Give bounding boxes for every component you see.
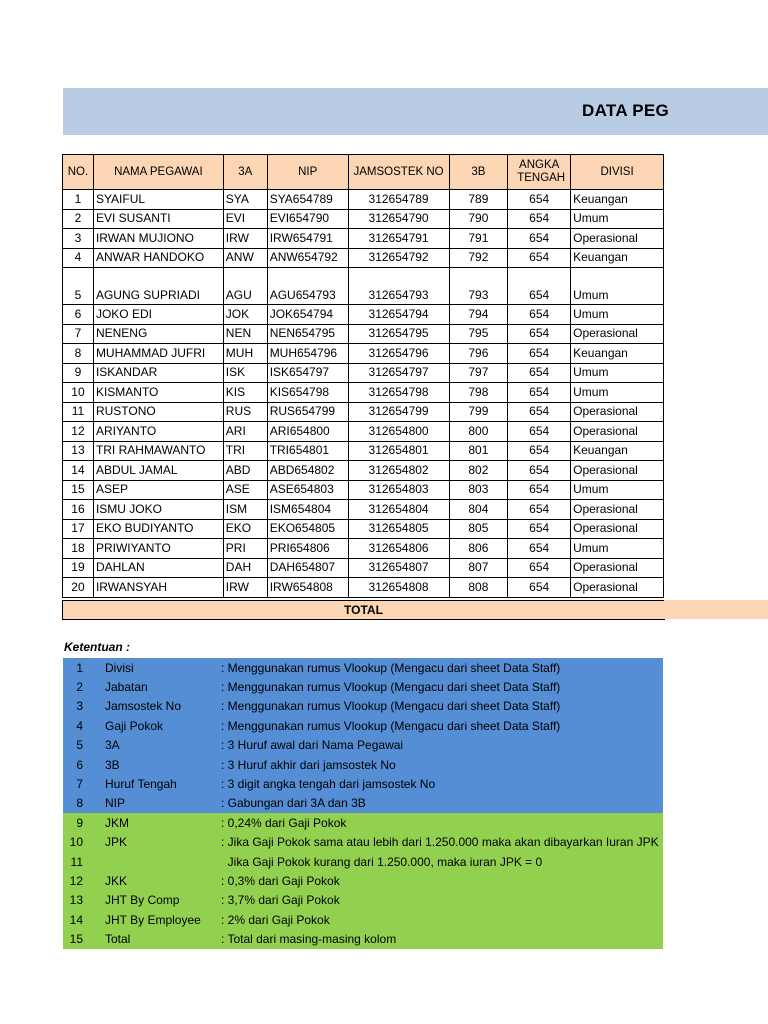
cell-no: 17 [63,519,94,539]
ketentuan-no: 4 [63,716,93,735]
ketentuan-item: JKM [93,813,221,832]
cell-angka: 654 [508,461,571,481]
cell-nama: ANWAR HANDOKO [93,248,223,268]
table-row [63,229,664,249]
table-row [63,422,664,442]
cell-nama: NENENG [93,324,223,344]
cell-no: 15 [63,480,94,500]
cell-a3: MUH [223,344,267,364]
data-table-wrap [62,154,664,598]
ketentuan-no: 2 [63,677,93,696]
cell-nip: EKO654805 [267,519,348,539]
ketentuan-table [63,658,663,949]
employee-table [62,154,664,598]
cell-a3: KIS [223,383,267,403]
ketentuan-desc: Jika Gaji Pokok kurang dari 1.250.000, maka iuran JPK = 0 [221,852,663,871]
cell-a3: RUS [223,402,267,422]
cell-nama: SYAIFUL [93,190,223,210]
ketentuan-no: 3 [63,697,93,716]
cell-divisi: Keuangan [571,248,664,268]
ketentuan-item: JHT By Employee [93,910,221,929]
cell-a3: IRW [223,229,267,249]
cell-nip: ABD654802 [267,461,348,481]
table-header-row [63,155,664,190]
cell-divisi: Umum [571,268,664,305]
cell-jam: 312654801 [348,441,449,461]
cell-nama: MUHAMMAD JUFRI [93,344,223,364]
table-row [63,305,664,325]
cell-nama: ASEP [93,480,223,500]
cell-nip: PRI654806 [267,539,348,559]
cell-no: 18 [63,539,94,559]
ketentuan-row [63,852,663,871]
cell-b3: 805 [449,519,508,539]
cell-jam: 312654797 [348,363,449,383]
ketentuan-item: 3A [93,736,221,755]
ketentuan-no: 13 [63,891,93,910]
cell-nip: KIS654798 [267,383,348,403]
cell-a3: NEN [223,324,267,344]
cell-a3: ABD [223,461,267,481]
cell-b3: 790 [449,209,508,229]
table-row [63,248,664,268]
cell-a3: ARI [223,422,267,442]
cell-jam: 312654789 [348,190,449,210]
ketentuan-desc: : 0,3% dari Gaji Pokok [221,871,663,890]
ketentuan-row [63,813,663,832]
ketentuan-row [63,736,663,755]
cell-b3: 804 [449,500,508,520]
cell-divisi: Umum [571,305,664,325]
ketentuan-row [63,871,663,890]
cell-no: 8 [63,344,94,364]
header-3b: 3B [449,155,508,190]
cell-no: 20 [63,578,94,598]
cell-divisi: Operasional [571,324,664,344]
cell-b3: 798 [449,383,508,403]
cell-jam: 312654790 [348,209,449,229]
ketentuan-desc: : Menggunakan rumus Vlookup (Mengacu dari sheet Data Staff) [221,716,663,735]
cell-nip: ARI654800 [267,422,348,442]
cell-jam: 312654799 [348,402,449,422]
ketentuan-row [63,716,663,735]
cell-jam: 312654802 [348,461,449,481]
cell-divisi: Operasional [571,558,664,578]
ketentuan-item: Jamsostek No [93,697,221,716]
cell-nama: DAHLAN [93,558,223,578]
cell-angka: 654 [508,209,571,229]
ketentuan-row [63,910,663,929]
cell-b3: 796 [449,344,508,364]
cell-divisi: Operasional [571,500,664,520]
cell-a3: JOK [223,305,267,325]
cell-nama: PRIWIYANTO [93,539,223,559]
ketentuan-label: Ketentuan : [64,640,130,654]
ketentuan-item: JPK [93,833,221,852]
cell-no: 6 [63,305,94,325]
ketentuan-row [63,929,663,948]
header-divisi: DIVISI [571,155,664,190]
ketentuan-desc: : Menggunakan rumus Vlookup (Mengacu dari sheet Data Staff) [221,658,663,677]
table-row [63,209,664,229]
cell-jam: 312654794 [348,305,449,325]
cell-angka: 654 [508,422,571,442]
cell-no: 19 [63,558,94,578]
cell-b3: 802 [449,461,508,481]
total-extension [664,600,768,619]
ketentuan-item: NIP [93,794,221,813]
ketentuan-no: 15 [63,929,93,948]
cell-no: 12 [63,422,94,442]
cell-a3: PRI [223,539,267,559]
cell-divisi: Operasional [571,229,664,249]
table-row [63,519,664,539]
cell-angka: 654 [508,305,571,325]
cell-angka: 654 [508,229,571,249]
header-jamsostek: JAMSOSTEK NO [348,155,449,190]
cell-jam: 312654805 [348,519,449,539]
cell-no: 9 [63,363,94,383]
cell-angka: 654 [508,324,571,344]
ketentuan-desc: : Menggunakan rumus Vlookup (Mengacu dari sheet Data Staff) [221,697,663,716]
ketentuan-item [93,852,221,871]
table-row [63,190,664,210]
cell-jam: 312654804 [348,500,449,520]
cell-no: 5 [63,268,94,305]
cell-angka: 654 [508,268,571,305]
table-row [63,324,664,344]
ketentuan-no: 6 [63,755,93,774]
ketentuan-row [63,658,663,677]
cell-a3: DAH [223,558,267,578]
header-nama: NAMA PEGAWAI [93,155,223,190]
cell-nama: ABDUL JAMAL [93,461,223,481]
ketentuan-row [63,774,663,793]
ketentuan-row [63,755,663,774]
table-row [63,480,664,500]
ketentuan-desc: : Gabungan dari 3A dan 3B [221,794,663,813]
cell-divisi: Umum [571,209,664,229]
cell-nip: MUH654796 [267,344,348,364]
ketentuan-desc: : 3 digit angka tengah dari jamsostek No [221,774,663,793]
ketentuan-no: 9 [63,813,93,832]
table-row [63,344,664,364]
cell-nama: JOKO EDI [93,305,223,325]
cell-nama: KISMANTO [93,383,223,403]
ketentuan-desc: : 3,7% dari Gaji Pokok [221,891,663,910]
cell-nip: IRW654791 [267,229,348,249]
cell-nip: ANW654792 [267,248,348,268]
cell-b3: 797 [449,363,508,383]
cell-angka: 654 [508,248,571,268]
cell-a3: SYA [223,190,267,210]
ketentuan-row [63,891,663,910]
cell-no: 7 [63,324,94,344]
cell-divisi: Keuangan [571,344,664,364]
header-no: NO. [63,155,94,190]
ketentuan-desc: : 3 Huruf awal dari Nama Pegawai [221,736,663,755]
cell-angka: 654 [508,578,571,598]
cell-divisi: Umum [571,363,664,383]
table-row [63,578,664,598]
cell-no: 1 [63,190,94,210]
cell-nama: IRWANSYAH [93,578,223,598]
table-row [63,539,664,559]
cell-nama: IRWAN MUJIONO [93,229,223,249]
cell-a3: ANW [223,248,267,268]
title-bar [63,88,768,135]
cell-no: 13 [63,441,94,461]
table-row [63,268,664,305]
ketentuan-item: Huruf Tengah [93,774,221,793]
cell-jam: 312654806 [348,539,449,559]
table-row [63,558,664,578]
ketentuan-row [63,677,663,696]
ketentuan-wrap [63,658,663,949]
cell-jam: 312654800 [348,422,449,442]
ketentuan-item: JHT By Comp [93,891,221,910]
cell-nama: EKO BUDIYANTO [93,519,223,539]
cell-no: 2 [63,209,94,229]
cell-no: 4 [63,248,94,268]
cell-divisi: Operasional [571,578,664,598]
cell-angka: 654 [508,480,571,500]
cell-a3: AGU [223,268,267,305]
cell-jam: 312654803 [348,480,449,500]
ketentuan-item: Gaji Pokok [93,716,221,735]
cell-nip: ASE654803 [267,480,348,500]
cell-no: 3 [63,229,94,249]
ketentuan-no: 7 [63,774,93,793]
header-3a: 3A [223,155,267,190]
cell-angka: 654 [508,441,571,461]
cell-nip: ISM654804 [267,500,348,520]
cell-a3: ISK [223,363,267,383]
ketentuan-item: Jabatan [93,677,221,696]
table-row [63,500,664,520]
header-angka-tengah-label: ANGKA TENGAH [517,159,566,184]
cell-nip: AGU654793 [267,268,348,305]
cell-no: 10 [63,383,94,403]
cell-jam: 312654793 [348,268,449,305]
cell-b3: 800 [449,422,508,442]
cell-divisi: Keuangan [571,441,664,461]
cell-b3: 791 [449,229,508,249]
cell-b3: 799 [449,402,508,422]
cell-divisi: Operasional [571,402,664,422]
ketentuan-no: 12 [63,871,93,890]
cell-b3: 795 [449,324,508,344]
cell-nip: ISK654797 [267,363,348,383]
ketentuan-desc: : Jika Gaji Pokok sama atau lebih dari 1.250.000 maka akan dibayarkan Iuran JPK [221,833,663,852]
ketentuan-desc: : 2% dari Gaji Pokok [221,910,663,929]
ketentuan-row [63,697,663,716]
cell-a3: ISM [223,500,267,520]
cell-a3: TRI [223,441,267,461]
cell-angka: 654 [508,402,571,422]
sheet-title: DATA PEG [582,101,670,120]
ketentuan-desc: : Menggunakan rumus Vlookup (Mengacu dari sheet Data Staff) [221,677,663,696]
cell-jam: 312654807 [348,558,449,578]
cell-nip: IRW654808 [267,578,348,598]
cell-angka: 654 [508,363,571,383]
cell-nip: DAH654807 [267,558,348,578]
table-row [63,441,664,461]
cell-nama: AGUNG SUPRIADI [93,268,223,305]
cell-divisi: Keuangan [571,190,664,210]
ketentuan-no: 8 [63,794,93,813]
ketentuan-item: JKK [93,871,221,890]
cell-angka: 654 [508,519,571,539]
cell-divisi: Umum [571,383,664,403]
table-row [63,383,664,403]
cell-nama: RUSTONO [93,402,223,422]
cell-b3: 803 [449,480,508,500]
cell-jam: 312654792 [348,248,449,268]
cell-b3: 808 [449,578,508,598]
cell-nama: TRI RAHMAWANTO [93,441,223,461]
cell-b3: 806 [449,539,508,559]
ketentuan-no: 1 [63,658,93,677]
cell-a3: EVI [223,209,267,229]
ketentuan-no: 10 [63,833,93,852]
cell-nip: SYA654789 [267,190,348,210]
cell-no: 16 [63,500,94,520]
cell-nama: ISKANDAR [93,363,223,383]
cell-nip: EVI654790 [267,209,348,229]
cell-divisi: Umum [571,480,664,500]
cell-b3: 792 [449,248,508,268]
cell-angka: 654 [508,383,571,403]
cell-nama: EVI SUSANTI [93,209,223,229]
ketentuan-item: Divisi [93,658,221,677]
cell-angka: 654 [508,190,571,210]
cell-b3: 801 [449,441,508,461]
cell-nama: ARIYANTO [93,422,223,442]
cell-a3: EKO [223,519,267,539]
cell-nama: ISMU JOKO [93,500,223,520]
cell-nip: JOK654794 [267,305,348,325]
cell-nip: TRI654801 [267,441,348,461]
cell-b3: 793 [449,268,508,305]
cell-angka: 654 [508,344,571,364]
cell-divisi: Operasional [571,519,664,539]
table-row [63,461,664,481]
ketentuan-desc: : 3 Huruf akhir dari jamsostek No [221,755,663,774]
cell-nip: RUS654799 [267,402,348,422]
header-angka-tengah [508,155,571,190]
cell-b3: 807 [449,558,508,578]
table-row [63,363,664,383]
cell-nip: NEN654795 [267,324,348,344]
ketentuan-desc: : Total dari masing-masing kolom [221,929,663,948]
cell-divisi: Operasional [571,461,664,481]
total-label: TOTAL [62,600,665,620]
ketentuan-desc: : 0,24% dari Gaji Pokok [221,813,663,832]
cell-a3: IRW [223,578,267,598]
ketentuan-no: 5 [63,736,93,755]
ketentuan-row [63,833,663,852]
cell-divisi: Umum [571,539,664,559]
ketentuan-item: 3B [93,755,221,774]
ketentuan-row [63,794,663,813]
cell-jam: 312654791 [348,229,449,249]
cell-jam: 312654798 [348,383,449,403]
ketentuan-no: 14 [63,910,93,929]
cell-jam: 312654795 [348,324,449,344]
cell-jam: 312654808 [348,578,449,598]
cell-angka: 654 [508,539,571,559]
cell-divisi: Operasional [571,422,664,442]
cell-angka: 654 [508,500,571,520]
table-row [63,402,664,422]
cell-b3: 789 [449,190,508,210]
cell-angka: 654 [508,558,571,578]
cell-no: 11 [63,402,94,422]
cell-jam: 312654796 [348,344,449,364]
ketentuan-item: Total [93,929,221,948]
ketentuan-no: 11 [63,852,93,871]
cell-no: 14 [63,461,94,481]
total-row [62,600,768,619]
header-nip: NIP [267,155,348,190]
cell-a3: ASE [223,480,267,500]
cell-b3: 794 [449,305,508,325]
